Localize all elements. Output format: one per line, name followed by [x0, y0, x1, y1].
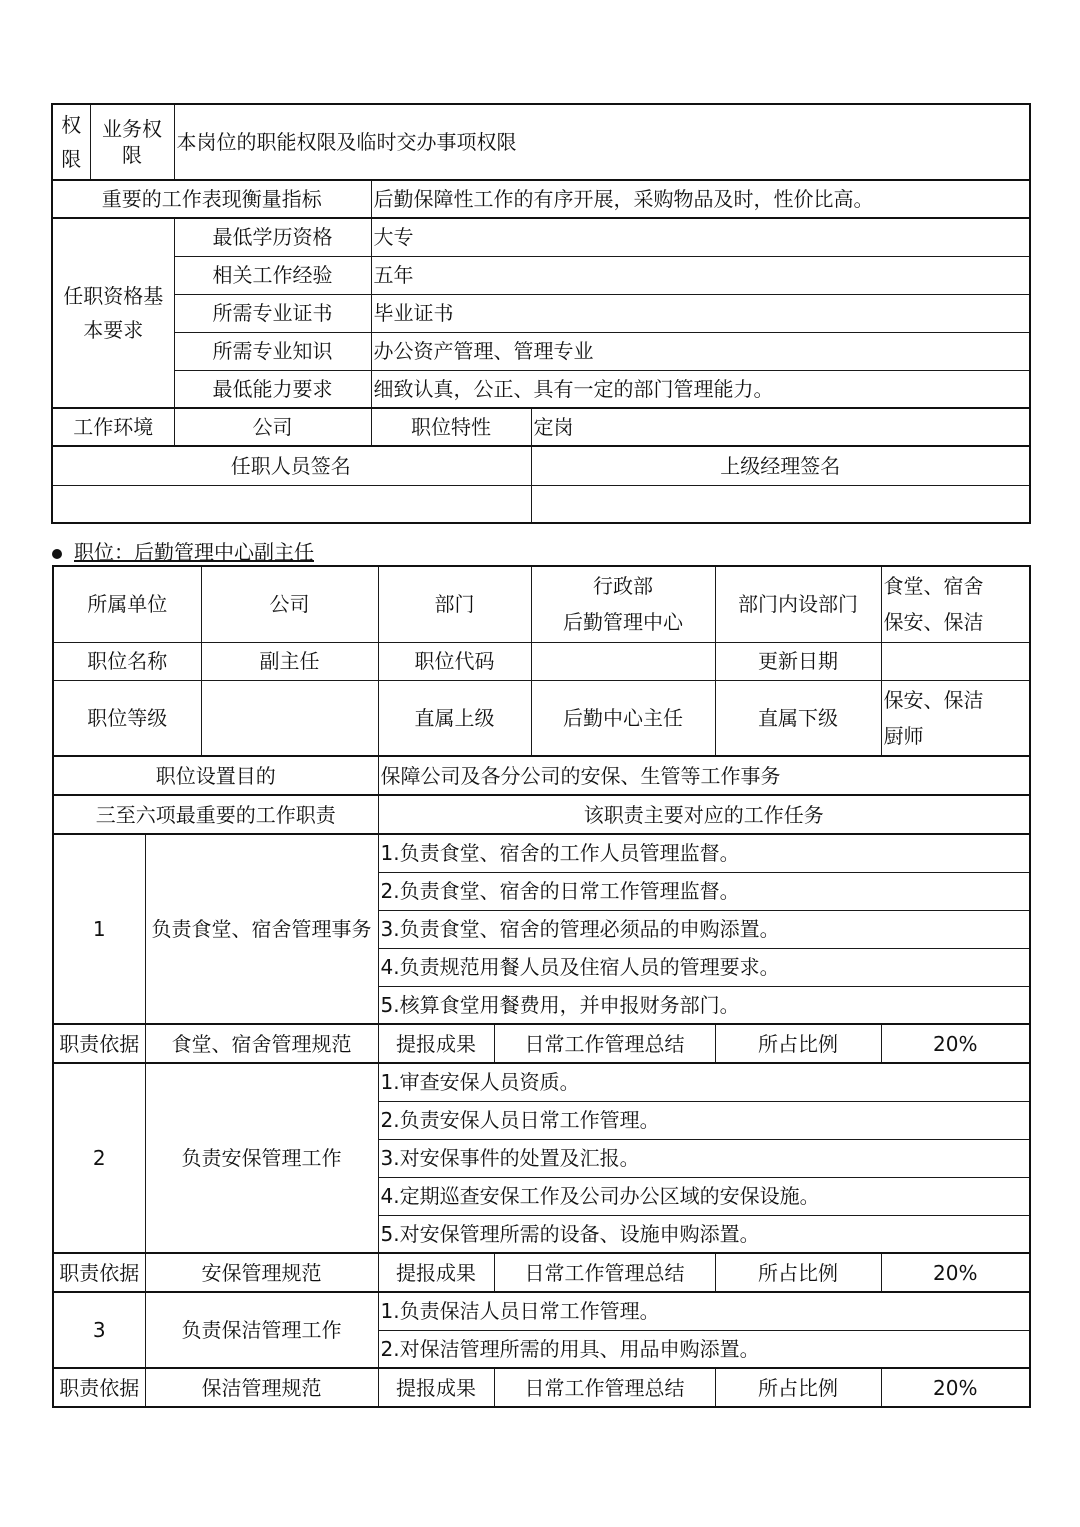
- basis-value: 食堂、宿舍管理规范: [145, 1024, 378, 1063]
- qualification-item-value: 细致认真，公正、具有一定的部门管理能力。: [371, 370, 1030, 408]
- unit-value: 公司: [201, 566, 378, 642]
- basis-value: 保洁管理规范: [145, 1368, 378, 1407]
- work-environment-label: 工作环境: [52, 408, 174, 446]
- job-description-table: [52, 565, 1031, 1408]
- result-value: 日常工作管理总结: [494, 1253, 715, 1292]
- position-feature-label: 职位特性: [371, 408, 531, 446]
- job-requirements-table: [51, 103, 1031, 524]
- result-label: 提报成果: [378, 1024, 494, 1063]
- position-name-label: 职位名称: [53, 642, 201, 680]
- position-grade-label: 职位等级: [53, 680, 201, 756]
- direct-superior-value: 后勤中心主任: [531, 680, 715, 756]
- duty-number: 3: [53, 1292, 145, 1368]
- purpose-value: 保障公司及各分公司的安保、生管等工作事务: [378, 756, 1030, 795]
- result-value: 日常工作管理总结: [494, 1024, 715, 1063]
- manager-signature-field: [531, 485, 1030, 523]
- update-date-value: [881, 642, 1030, 680]
- duty-task: 1.审查安保人员资质。: [378, 1063, 1030, 1101]
- direct-subordinate-label: 直属下级: [715, 680, 881, 756]
- direct-superior-label: 直属上级: [378, 680, 531, 756]
- duty-name: 负责保洁管理工作: [145, 1292, 378, 1368]
- basis-value: 安保管理规范: [145, 1253, 378, 1292]
- ratio-value: 20%: [881, 1253, 1030, 1292]
- bullet-icon: [52, 549, 62, 559]
- basis-label: 职责依据: [53, 1368, 145, 1407]
- duties-header: 三至六项最重要的工作职责: [53, 795, 378, 834]
- staff-signature-label: 任职人员签名: [52, 446, 531, 485]
- qualification-item-value: 五年: [371, 256, 1030, 294]
- result-label: 提报成果: [378, 1253, 494, 1292]
- basis-label: 职责依据: [53, 1253, 145, 1292]
- qualification-item-label: 相关工作经验: [174, 256, 371, 294]
- duty-task: 2.负责食堂、宿舍的日常工作管理监督。: [378, 872, 1030, 910]
- qualification-item-label: 所需专业证书: [174, 294, 371, 332]
- department-value: 行政部 后勤管理中心: [531, 566, 715, 642]
- ratio-label: 所占比例: [715, 1253, 881, 1292]
- duty-task: 3.负责食堂、宿舍的管理必须品的申购添置。: [378, 910, 1030, 948]
- ratio-label: 所占比例: [715, 1368, 881, 1407]
- duty-task: 1.负责食堂、宿舍的工作人员管理监督。: [378, 834, 1030, 872]
- kpi-value: 后勤保障性工作的有序开展，采购物品及时，性价比高。: [371, 180, 1030, 218]
- direct-subordinate-value: 保安、保洁 厨师: [881, 680, 1030, 756]
- tasks-header: 该职责主要对应的工作任务: [378, 795, 1030, 834]
- section-title: 职位：后勤管理中心副主任: [74, 540, 314, 564]
- duty-task: 1.负责保洁人员日常工作管理。: [378, 1292, 1030, 1330]
- position-code-label: 职位代码: [378, 642, 531, 680]
- position-code-value: [531, 642, 715, 680]
- duty-task: 2.对保洁管理所需的用具、用品申购添置。: [378, 1330, 1030, 1368]
- qualification-item-value: 大专: [371, 218, 1030, 256]
- sub-department-value: 食堂、宿舍 保安、保洁: [881, 566, 1030, 642]
- duty-task: 5.对安保管理所需的设备、设施申购添置。: [378, 1215, 1030, 1253]
- work-environment-value: 公司: [174, 408, 371, 446]
- position-name-value: 副主任: [201, 642, 378, 680]
- sub-department-label: 部门内设部门: [715, 566, 881, 642]
- qualification-item-value: 办公资产管理、管理专业: [371, 332, 1030, 370]
- qualification-item-label: 最低能力要求: [174, 370, 371, 408]
- qualification-label: 任职资格基本要求: [52, 218, 174, 408]
- business-authority-value: 本岗位的职能权限及临时交办事项权限: [174, 104, 1030, 180]
- manager-signature-label: 上级经理签名: [531, 446, 1030, 485]
- ratio-label: 所占比例: [715, 1024, 881, 1063]
- section-heading: [52, 536, 332, 565]
- business-authority-label: 业务权限: [90, 104, 174, 180]
- position-feature-value: 定岗: [531, 408, 1030, 446]
- basis-label: 职责依据: [53, 1024, 145, 1063]
- kpi-label: 重要的工作表现衡量指标: [52, 180, 371, 218]
- ratio-value: 20%: [881, 1368, 1030, 1407]
- duty-name: 负责食堂、宿舍管理事务: [145, 834, 378, 1024]
- duty-name: 负责安保管理工作: [145, 1063, 378, 1253]
- duty-task: 4.负责规范用餐人员及住宿人员的管理要求。: [378, 948, 1030, 986]
- staff-signature-field: [52, 485, 531, 523]
- update-date-label: 更新日期: [715, 642, 881, 680]
- unit-label: 所属单位: [53, 566, 201, 642]
- qualification-item-label: 所需专业知识: [174, 332, 371, 370]
- purpose-label: 职位设置目的: [53, 756, 378, 795]
- result-value: 日常工作管理总结: [494, 1368, 715, 1407]
- authority-label: 权限: [52, 104, 90, 180]
- duty-task: 3.对安保事件的处置及汇报。: [378, 1139, 1030, 1177]
- duty-task: 2.负责安保人员日常工作管理。: [378, 1101, 1030, 1139]
- qualification-item-value: 毕业证书: [371, 294, 1030, 332]
- duty-number: 1: [53, 834, 145, 1024]
- ratio-value: 20%: [881, 1024, 1030, 1063]
- qualification-item-label: 最低学历资格: [174, 218, 371, 256]
- position-grade-value: [201, 680, 378, 756]
- duty-number: 2: [53, 1063, 145, 1253]
- duty-task: 5.核算食堂用餐费用，并申报财务部门。: [378, 986, 1030, 1024]
- result-label: 提报成果: [378, 1368, 494, 1407]
- duty-task: 4.定期巡查安保工作及公司办公区域的安保设施。: [378, 1177, 1030, 1215]
- department-label: 部门: [378, 566, 531, 642]
